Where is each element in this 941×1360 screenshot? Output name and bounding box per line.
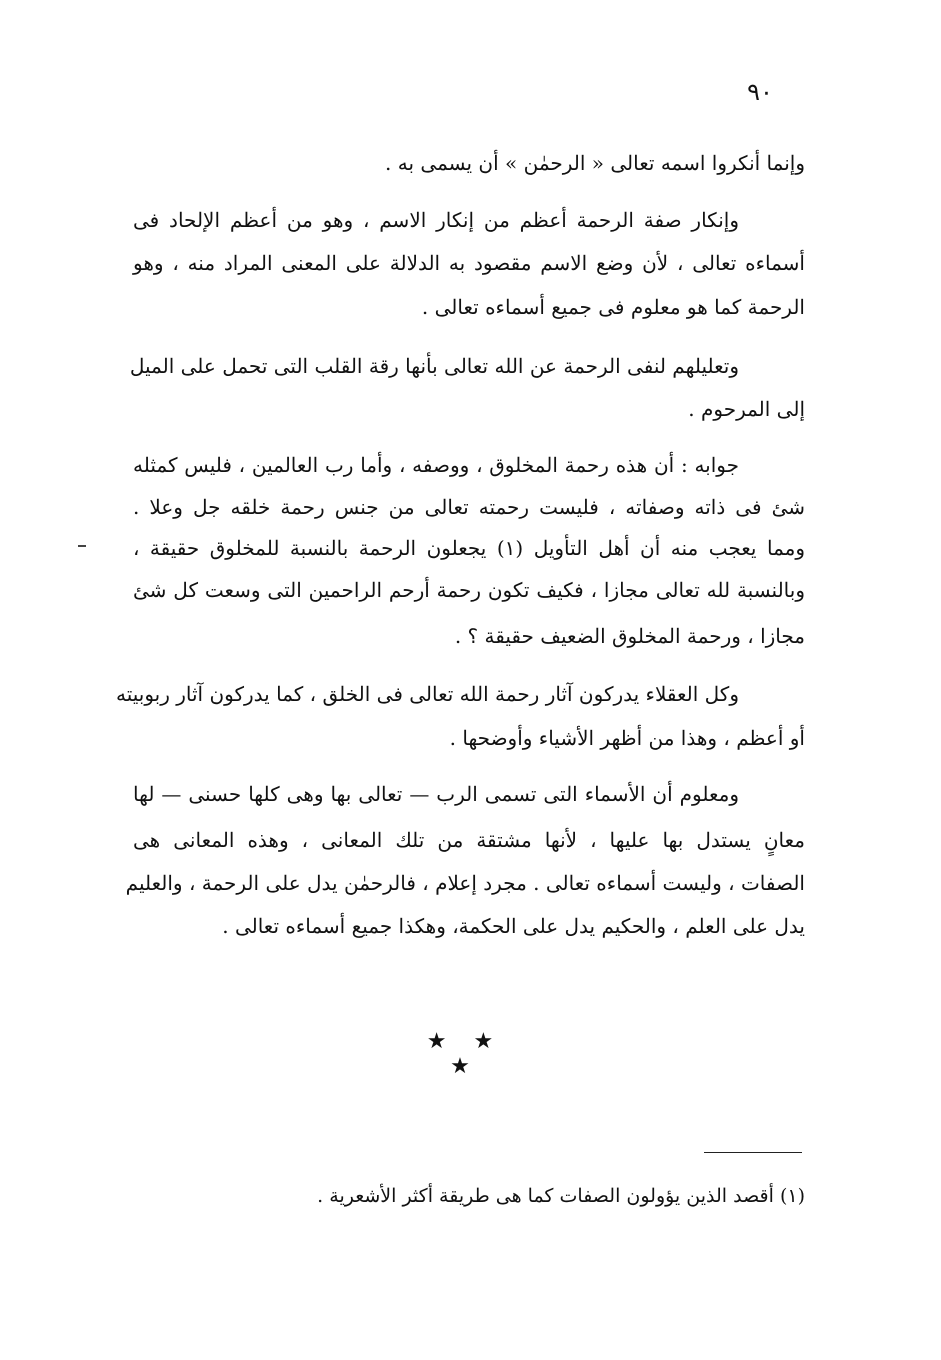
text-line: ومما يعجب منه أن أهل التأويل (١) يجعلون الرحمة بالنسبة للمخلوق حقيقة ، — [133, 536, 806, 560]
text-line: وتعليلهم لنفى الرحمة عن الله تعالى بأنها رقة القلب التى تحمل على الميل — [129, 354, 739, 378]
text-line: إلى المرحوم . — [688, 397, 805, 421]
text-line: الرحمة كما هو معلوم فى جميع أسماءه تعالى . — [421, 295, 805, 319]
text-line: مجازا ، ورحمة المخلوق الضعيف حقيقة ؟ . — [454, 624, 805, 648]
text-line: أو أعظم ، وهذا من أظهر الأشياء وأوضحها . — [449, 726, 805, 750]
section-separator: ★ ★ ★ — [426, 1029, 504, 1079]
text-line: وإنما أنكروا اسمه تعالى « الرحمٰن » أن يسمى به . — [385, 151, 805, 175]
text-line: ومعلوم أن الأسماء التى تسمى الرب — تعالى بها وهى كلها حسنى — لها — [133, 782, 739, 806]
text-line: وبالنسبة لله تعالى مجازا ، فكيف تكون رحمة أرحم الراحمين التى وسعت كل شئ — [133, 578, 805, 602]
page-number: ٩٠ — [747, 78, 773, 106]
footnote-rule — [704, 1152, 802, 1153]
text-line: معانٍ يستدل بها عليها ، لأنها مشتقة من تلك المعانى ، وهذه المعانى هى — [133, 828, 805, 852]
text-line: الصفات ، وليست أسماءه تعالى . مجرد إعلام ، فالرحمٰن يدل على الرحمة ، والعليم — [125, 871, 805, 895]
text-line: وكل العقلاء يدركون آثار رحمة الله تعالى فى الخلق ، كما يدركون آثار ربوبيته — [115, 682, 739, 706]
text-line: جوابه : أن هذه رحمة المخلوق ، ووصفه ، وأما رب العالمين ، فليس كمثله — [133, 453, 739, 477]
text-line: شئ فى ذاته وصفاته ، فليست رحمته تعالى من جنس رحمة خلقه جل وعلا . — [133, 495, 805, 519]
text-line: يدل على العلم ، والحكيم يدل على الحكمة، وهكذا جميع أسماءه تعالى . — [222, 914, 805, 938]
margin-mark — [78, 545, 86, 547]
footnote: (١) أقصد الذين يؤولون الصفات كما هى طريقة أكثر الأشعرية . — [317, 1185, 805, 1207]
text-line: أسماءه تعالى ، لأن وضع الاسم مقصود به الدلالة على المعنى المراد منه ، وهو — [133, 251, 805, 275]
text-line: وإنكار صفة الرحمة أعظم من إنكار الاسم ، وهو من أعظم الإلحاد فى — [133, 208, 739, 232]
